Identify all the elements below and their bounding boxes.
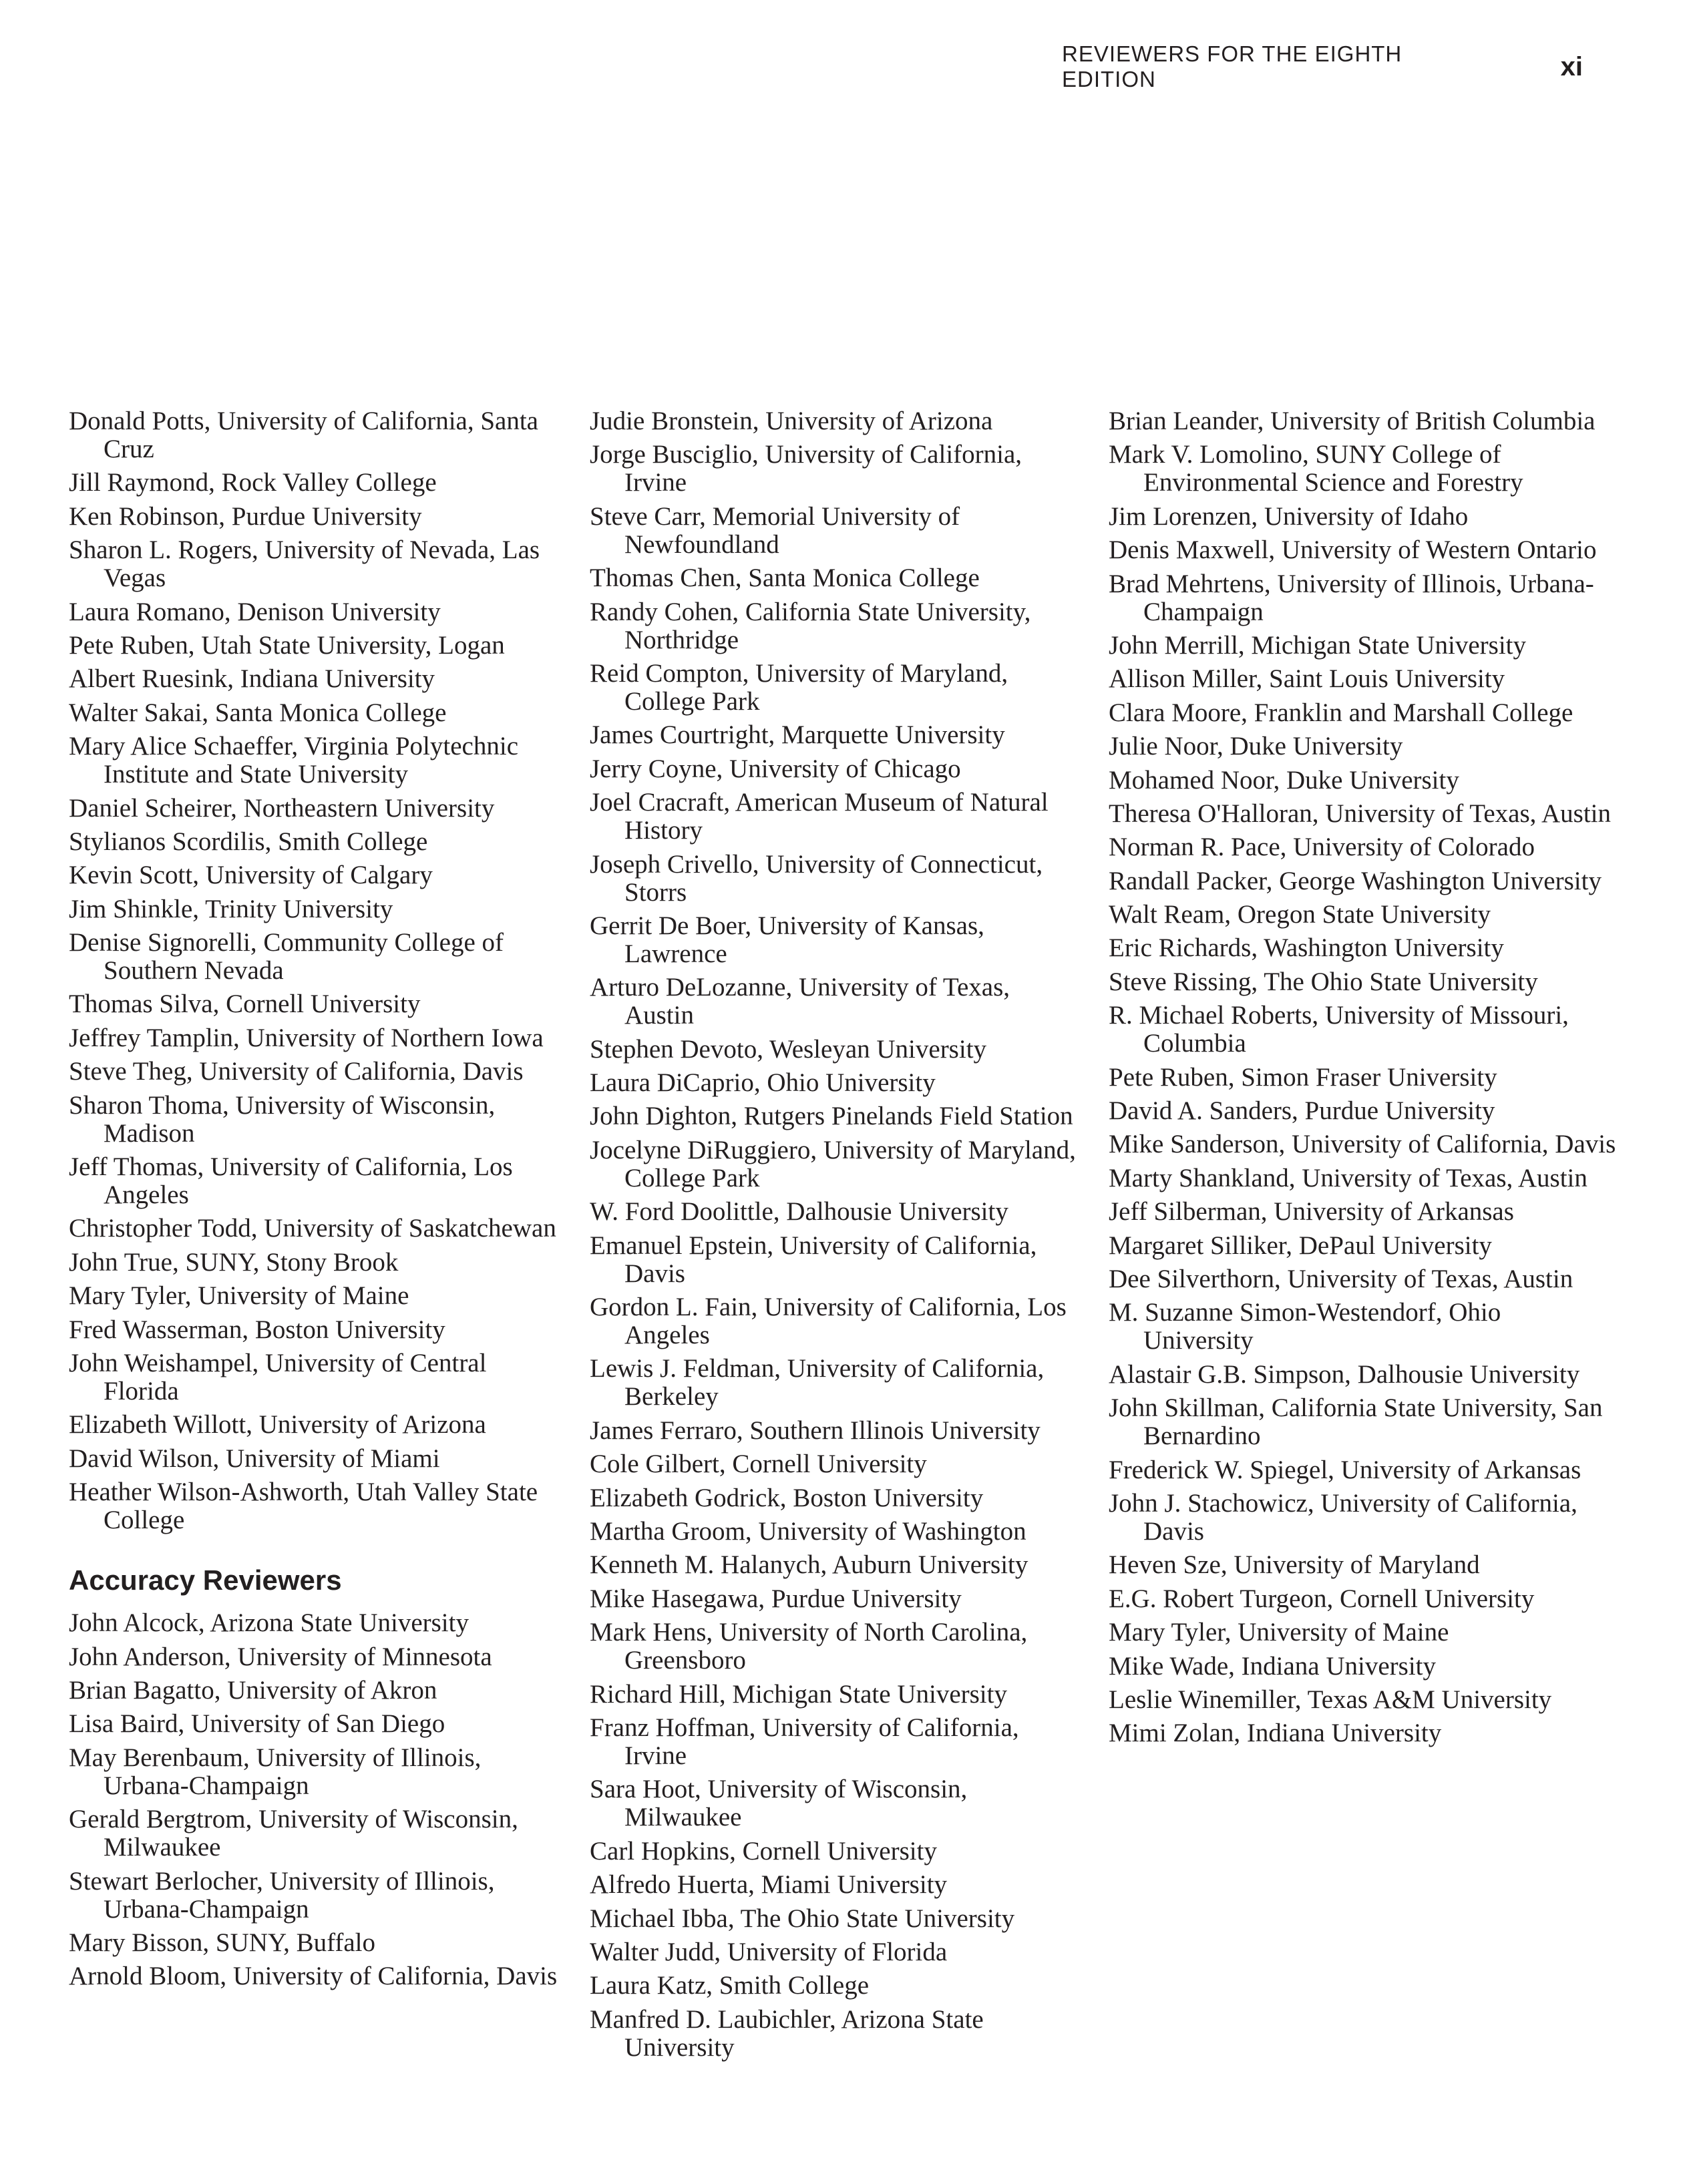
reviewer-entry: David Wilson, University of Miami bbox=[69, 1444, 440, 1473]
reviewer-entry: Steve Carr, Memorial University of Newfoundland bbox=[590, 501, 960, 559]
reviewer-entry: Jeff Thomas, University of California, Los Angeles bbox=[69, 1152, 513, 1210]
reviewer-entry: May Berenbaum, University of Illinois, Urbana-Champaign bbox=[69, 1743, 482, 1800]
reviewer-entry: Mohamed Noor, Duke University bbox=[1109, 765, 1459, 795]
reviewer-entry: Mary Alice Schaeffer, Virginia Polytechnic Institute and State University bbox=[69, 732, 518, 789]
column-2 bbox=[590, 407, 1084, 2067]
reviewer-entry: Ken Robinson, Purdue University bbox=[69, 501, 422, 531]
reviewer-entry: Lisa Baird, University of San Diego bbox=[69, 1709, 445, 1739]
reviewer-entry: Cole Gilbert, Cornell University bbox=[590, 1450, 927, 1479]
reviewer-entry: Carl Hopkins, Cornell University bbox=[590, 1836, 937, 1866]
reviewer-entry: Mike Sanderson, University of California, Davis bbox=[1109, 1130, 1616, 1159]
reviewer-entry: Jorge Busciglio, University of California, Irvine bbox=[590, 440, 1022, 497]
reviewer-entry: Walter Judd, University of Florida bbox=[590, 1937, 948, 1966]
reviewer-entry: Jeffrey Tamplin, University of Northern Iowa bbox=[69, 1023, 544, 1052]
reviewer-entry: Heven Sze, University of Maryland bbox=[1109, 1550, 1480, 1580]
reviewer-entry: Jocelyne DiRuggiero, University of Maryland, College Park bbox=[590, 1135, 1076, 1192]
accuracy-reviewer-list bbox=[69, 1609, 563, 1990]
reviewer-entry: Walter Sakai, Santa Monica College bbox=[69, 698, 447, 727]
reviewer-entry: Arturo DeLozanne, University of Texas, Austin bbox=[590, 973, 1010, 1030]
reviewer-entry: Emanuel Epstein, University of California, Davis bbox=[590, 1231, 1037, 1288]
reviewer-entry: Norman R. Pace, University of Colorado bbox=[1109, 833, 1535, 862]
reviewer-entry: Kevin Scott, University of Calgary bbox=[69, 861, 433, 890]
reviewer-entry: Dee Silverthorn, University of Texas, Austin bbox=[1109, 1264, 1573, 1293]
reviewer-entry: Sharon Thoma, University of Wisconsin, Madison bbox=[69, 1090, 496, 1148]
reviewer-entry: John True, SUNY, Stony Brook bbox=[69, 1247, 399, 1277]
reviewer-entry: Thomas Silva, Cornell University bbox=[69, 990, 421, 1019]
reviewer-entry: Mimi Zolan, Indiana University bbox=[1109, 1719, 1442, 1748]
reviewer-entry: Denis Maxwell, University of Western Ontario bbox=[1109, 535, 1597, 565]
reviewer-entry: R. Michael Roberts, University of Missouri, Columbia bbox=[1109, 1001, 1569, 1058]
reviewer-entry: M. Suzanne Simon-Westendorf, Ohio University bbox=[1109, 1298, 1501, 1355]
page-number: xi bbox=[1560, 51, 1583, 81]
reviewer-entry: Jerry Coyne, University of Chicago bbox=[590, 754, 961, 783]
reviewer-entry: Gerald Bergtrom, University of Wisconsin, Milwaukee bbox=[69, 1805, 518, 1862]
reviewer-entry: John J. Stachowicz, University of California, Davis bbox=[1109, 1488, 1577, 1546]
reviewer-list-3 bbox=[1109, 407, 1616, 1747]
reviewer-entry: Brian Bagatto, University of Akron bbox=[69, 1675, 437, 1705]
reviewer-entry: Daniel Scheirer, Northeastern University bbox=[69, 793, 495, 823]
reviewer-entry: Allison Miller, Saint Louis University bbox=[1109, 664, 1505, 694]
reviewer-entry: John Weishampel, University of Central Florida bbox=[69, 1348, 487, 1405]
reviewer-entry: Christopher Todd, University of Saskatchewan bbox=[69, 1214, 556, 1243]
reviewer-entry: John Anderson, University of Minnesota bbox=[69, 1642, 492, 1671]
reviewer-entry: E.G. Robert Turgeon, Cornell University bbox=[1109, 1584, 1535, 1613]
reviewer-entry: Gerrit De Boer, University of Kansas, Lawrence bbox=[590, 911, 984, 968]
reviewer-entry: Judie Bronstein, University of Arizona bbox=[590, 407, 993, 435]
reviewer-entry: Brian Leander, University of British Columbia bbox=[1109, 407, 1596, 435]
reviewer-entry: Albert Ruesink, Indiana University bbox=[69, 664, 435, 694]
reviewer-entry: Jim Shinkle, Trinity University bbox=[69, 894, 393, 923]
reviewer-entry: James Courtright, Marquette University bbox=[590, 720, 1005, 750]
reviewer-entry: Brad Mehrtens, University of Illinois, Urbana-Champaign bbox=[1109, 569, 1594, 626]
reviewer-entry: Steve Theg, University of California, Davis bbox=[69, 1057, 524, 1086]
reviewer-entry: Stylianos Scordilis, Smith College bbox=[69, 827, 428, 856]
reviewer-entry: Alastair G.B. Simpson, Dalhousie University bbox=[1109, 1359, 1580, 1389]
reviewer-entry: Alfredo Huerta, Miami University bbox=[590, 1870, 948, 1900]
running-head bbox=[1062, 41, 1583, 91]
reviewer-entry: Laura Romano, Denison University bbox=[69, 597, 441, 626]
reviewer-entry: Jill Raymond, Rock Valley College bbox=[69, 468, 437, 497]
reviewer-entry: Steve Rissing, The Ohio State University bbox=[1109, 967, 1538, 996]
reviewer-entry: Denise Signorelli, Community College of Southern Nevada bbox=[69, 928, 504, 986]
reviewer-list-1 bbox=[69, 407, 563, 1534]
reviewer-entry: John Skillman, California State University, San Bernardino bbox=[1109, 1393, 1603, 1451]
reviewer-entry: Mary Tyler, University of Maine bbox=[1109, 1618, 1449, 1647]
reviewer-entry: John Dighton, Rutgers Pinelands Field Station bbox=[590, 1102, 1073, 1131]
running-title: REVIEWERS FOR THE EIGHTH EDITION bbox=[1062, 41, 1403, 91]
reviewer-entry: Manfred D. Laubichler, Arizona State University bbox=[590, 2004, 984, 2062]
reviewer-entry: Gordon L. Fain, University of California, Los Angeles bbox=[590, 1293, 1067, 1350]
reviewer-entry: Frederick W. Spiegel, University of Arkansas bbox=[1109, 1455, 1581, 1484]
reviewer-entry: Marty Shankland, University of Texas, Austin bbox=[1109, 1163, 1587, 1192]
reviewer-entry: Lewis J. Feldman, University of California, Berkeley bbox=[590, 1354, 1045, 1411]
reviewer-entry: Theresa O'Halloran, University of Texas, Austin bbox=[1109, 799, 1611, 828]
reviewer-entry: David A. Sanders, Purdue University bbox=[1109, 1096, 1495, 1126]
reviewer-list-2 bbox=[590, 407, 1084, 2062]
column-3 bbox=[1109, 407, 1616, 1753]
reviewer-entry: Walt Ream, Oregon State University bbox=[1109, 900, 1491, 929]
reviewer-entry: W. Ford Doolittle, Dalhousie University bbox=[590, 1197, 1008, 1227]
reviewer-entry: Joel Cracraft, American Museum of Natural History bbox=[590, 788, 1049, 845]
reviewer-entry: Mike Hasegawa, Purdue University bbox=[590, 1584, 962, 1613]
accuracy-reviewers-heading: Accuracy Reviewers bbox=[69, 1564, 342, 1596]
reviewer-entry: Donald Potts, University of California, Santa Cruz bbox=[69, 407, 538, 463]
reviewer-entry: James Ferraro, Southern Illinois University bbox=[590, 1415, 1041, 1445]
reviewer-entry: Joseph Crivello, University of Connecticut, Storrs bbox=[590, 849, 1043, 907]
reviewer-entry: Sharon L. Rogers, University of Nevada, Las Vegas bbox=[69, 535, 540, 593]
reviewer-entry: John Merrill, Michigan State University bbox=[1109, 630, 1526, 660]
reviewer-entry: Mary Bisson, SUNY, Buffalo bbox=[69, 1928, 376, 1957]
reviewer-entry: Pete Ruben, Simon Fraser University bbox=[1109, 1062, 1497, 1092]
reviewer-entry: Margaret Silliker, DePaul University bbox=[1109, 1231, 1492, 1260]
reviewer-entry: Mark V. Lomolino, SUNY College of Environmental Science and Forestry bbox=[1109, 440, 1523, 497]
reviewer-entry: Leslie Winemiller, Texas A&M University bbox=[1109, 1685, 1552, 1714]
reviewer-entry: Michael Ibba, The Ohio State University bbox=[590, 1904, 1015, 1933]
reviewer-entry: Elizabeth Godrick, Boston University bbox=[590, 1483, 984, 1512]
reviewer-entry: Arnold Bloom, University of California, Davis bbox=[69, 1962, 558, 1991]
reviewer-entry: Richard Hill, Michigan State University bbox=[590, 1679, 1007, 1709]
reviewer-entry: Stewart Berlocher, University of Illinois, Urbana-Champaign bbox=[69, 1866, 495, 1924]
reviewer-entry: Laura Katz, Smith College bbox=[590, 1971, 870, 2000]
reviewer-entry: Sara Hoot, University of Wisconsin, Milwaukee bbox=[590, 1775, 968, 1832]
reviewer-entry: Eric Richards, Washington University bbox=[1109, 933, 1504, 963]
reviewer-entry: Mark Hens, University of North Carolina, Greensboro bbox=[590, 1618, 1028, 1675]
reviewer-entry: Randy Cohen, California State University, Northridge bbox=[590, 597, 1031, 654]
reviewer-entry: Heather Wilson-Ashworth, Utah Valley State College bbox=[69, 1478, 538, 1535]
reviewer-entry: Jeff Silberman, University of Arkansas bbox=[1109, 1197, 1514, 1227]
reviewer-entry: Julie Noor, Duke University bbox=[1109, 732, 1403, 761]
reviewer-entry: Mike Wade, Indiana University bbox=[1109, 1651, 1437, 1681]
reviewer-entry: Elizabeth Willott, University of Arizona bbox=[69, 1410, 486, 1440]
reviewer-entry: Laura DiCaprio, Ohio University bbox=[590, 1068, 936, 1098]
reviewer-entry: Fred Wasserman, Boston University bbox=[69, 1315, 445, 1344]
reviewer-entry: Pete Ruben, Utah State University, Logan bbox=[69, 630, 505, 660]
reviewer-entry: Kenneth M. Halanych, Auburn University bbox=[590, 1550, 1029, 1580]
reviewer-entry: John Alcock, Arizona State University bbox=[69, 1608, 469, 1638]
reviewer-entry: Clara Moore, Franklin and Marshall College bbox=[1109, 698, 1573, 727]
reviewer-entry: Randall Packer, George Washington University bbox=[1109, 866, 1602, 895]
column-1 bbox=[69, 407, 563, 1996]
reviewer-entry: Thomas Chen, Santa Monica College bbox=[590, 564, 980, 593]
reviewer-entry: Stephen Devoto, Wesleyan University bbox=[590, 1034, 987, 1064]
reviewer-entry: Martha Groom, University of Washington bbox=[590, 1516, 1026, 1546]
reviewer-entry: Jim Lorenzen, University of Idaho bbox=[1109, 501, 1469, 531]
reviewer-entry: Reid Compton, University of Maryland, College Park bbox=[590, 658, 1008, 716]
reviewer-entry: Franz Hoffman, University of California, Irvine bbox=[590, 1713, 1019, 1770]
reviewer-entry: Mary Tyler, University of Maine bbox=[69, 1281, 409, 1311]
